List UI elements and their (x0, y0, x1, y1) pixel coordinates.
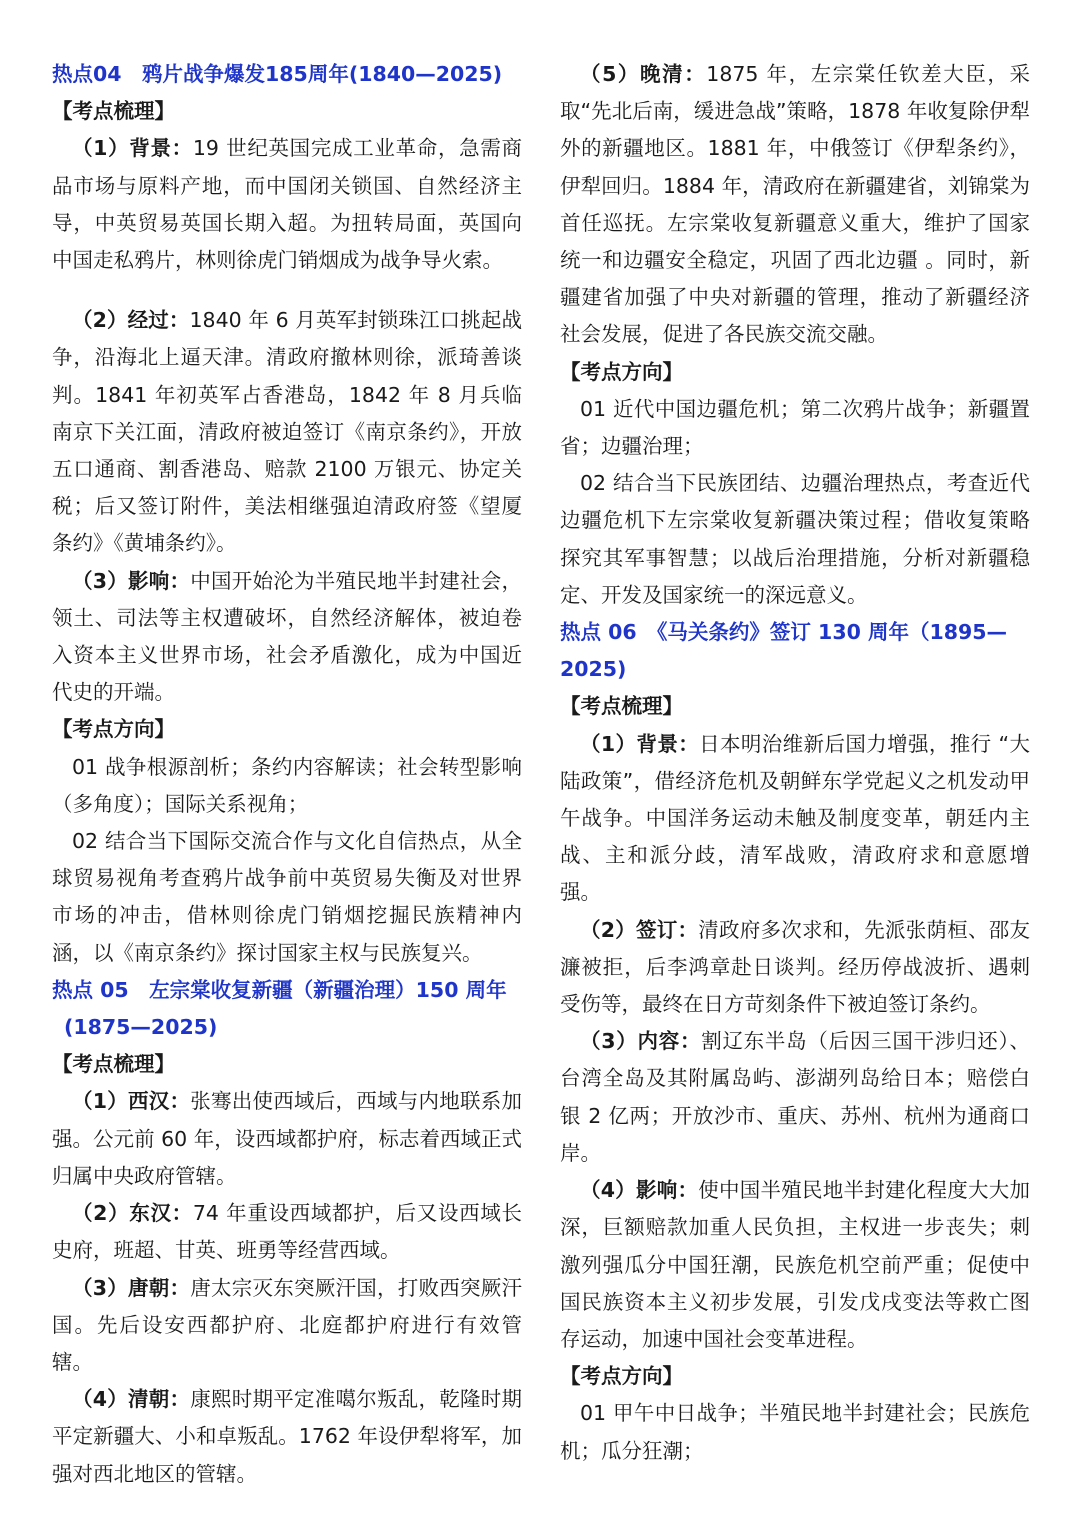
paragraph-background (52, 130, 522, 279)
paragraph-text: 张骞出使西域后，西域与内地联系加强。公元前 60 年，设西域都护府，标志着西域正式归属中央政府管辖。 (52, 1089, 523, 1188)
right-column (560, 56, 1030, 1528)
section-kaodian-shuli: 【考点梳理】 (52, 99, 175, 124)
direction-item: 02 结合当下民族团结、边疆治理热点，考查近代边疆危机下左宗棠收复新疆决策过程；借收复策略探究其军事智慧；以战后治理措施，分析对新疆稳定、开发及国家统一的深远意义。 (560, 471, 1030, 607)
direction-item: 01 甲午中日战争；半殖民地半封建社会；民族危机；瓜分狂潮； (560, 1401, 1030, 1463)
paragraph-label: （3）影响： (72, 568, 191, 593)
paragraph-label: （3）内容： (580, 1029, 702, 1054)
paragraph-label: （2）经过： (72, 308, 190, 333)
section-kaodian-shuli: 【考点梳理】 (52, 1052, 175, 1077)
paragraph-eastern-han (52, 1195, 522, 1269)
paragraph-text: 1875 年，左宗棠任钦差大臣，采取“先北后南，缓进急战”策略，1878 年收复除伊犁外的新疆地区。1881 年，中俄签订《伊犁条约》，伊犁回归。1884 年，清政府在新疆建省，刘锦棠为首任巡抚。左宗棠收复新疆意义重大，维护了国家统一和边疆安全稳定，巩固了西北边疆 。同时，新疆建省加强了中央对新疆的管理，推动了新疆经济社会发展，促进了各民族交流交融。 (560, 62, 1030, 347)
paragraph-content (560, 1023, 1030, 1172)
paragraph-text: 中国开始沦为半殖民地半封建社会，领土、司法等主权遭破坏，自然经济解体，被迫卷入资本主义世界市场，社会矛盾激化，成为中国近代史的开端。 (52, 568, 523, 705)
paragraph-impact (560, 1172, 1030, 1358)
hotspot-04-heading: 热点04 鸦片战争爆发185周年(1840—2025) (52, 62, 503, 86)
section-kaodian-fangxiang: 【考点方向】 (560, 359, 683, 384)
paragraph-text: 割辽东半岛（后因三国干涉归还）、台湾全岛及其附属岛屿、澎湖列岛给日本；赔偿白银 2 亿两；开放沙市、重庆、苏州、杭州为通商口岸。 (560, 1029, 1031, 1165)
paragraph-label: （2）签订： (580, 917, 699, 942)
spacer (52, 279, 522, 302)
left-column (52, 56, 522, 1528)
paragraph-label: （4）影响： (580, 1178, 699, 1203)
section-kaodian-fangxiang: 【考点方向】 (52, 717, 175, 742)
direction-item: 02 结合当下国际交流合作与文化自信热点，从全球贸易视角考查鸦片战争前中英贸易失衡及对世界市场的冲击，借林则徐虎门销烟挖掘民族精神内涵，以《南京条约》探讨国家主权与民族复兴。 (52, 829, 522, 965)
section-kaodian-fangxiang: 【考点方向】 (560, 1364, 683, 1389)
paragraph-western-han (52, 1083, 522, 1195)
paragraph-impact (52, 563, 522, 712)
paragraph-label: （1）背景： (72, 136, 193, 161)
paragraph-text: 19 世纪英国完成工业革命，急需商品市场与原料产地，而中国闭关锁国、自然经济主导，中英贸易英国长期入超。为扭转局面，英国向中国走私鸦片，林则徐虎门销烟成为战争导火索。 (52, 136, 522, 273)
hotspot-06-heading: 热点 06 《马关条约》签订 130 周年（1895—2025) (560, 620, 1008, 682)
paragraph-qing (52, 1381, 522, 1493)
paragraph-label: （1）背景： (580, 731, 700, 756)
paragraph-text: 1840 年 6 月英军封锁珠江口挑起战争，沿海北上逼天津。清政府撤林则徐，派琦善谈判。1841 年初英军占香港岛，1842 年 8 月兵临南京下关江面，清政府被迫签订《南京条约》，开放五口通商、割香港岛、赔款 2100 万银元、协定关税；后又签订附件，美法相继强迫清政府签《望厦条约》《黄埔条约》。 (52, 308, 523, 556)
direction-item: 01 战争根源剖析；条约内容解读；社会转型影响（多角度）；国际关系视角； (52, 754, 522, 816)
paragraph-text: 日本明治维新后国力增强，推行 “大陆政策”，借经济危机及朝鲜东学党起义之机发动甲午战争。中国洋务运动未触及制度变革，朝廷内主战、主和派分歧，清军战败，清政府求和意愿增强。 (560, 731, 1030, 905)
section-kaodian-shuli: 【考点梳理】 (560, 694, 683, 719)
paragraph-text: 清政府多次求和，先派张荫桓、邵友濂被拒，后李鸿章赴日谈判。经历停战波折、遇刺受伤等，最终在日方苛刻条件下被迫签订条约。 (560, 917, 1031, 1017)
paragraph-text: 使中国半殖民地半封建化程度大大加深，巨额赔款加重人民负担，主权进一步丧失；刺激列强瓜分中国狂潮，民族危机空前严重；促使中国民族资本主义初步发展，引发戊戌变法等救亡图存运动，加速中国社会变革进程。 (560, 1178, 1031, 1351)
paragraph-process (52, 302, 522, 562)
paragraph-tang (52, 1270, 522, 1382)
paragraph-text: 唐太宗灭东突厥汗国，打败西突厥汗国。先后设安西都护府、北庭都护府进行有效管辖。 (52, 1275, 523, 1374)
paragraph-text: 康熙时期平定准噶尔叛乱，乾隆时期平定新疆大、小和卓叛乱。1762 年设伊犁将军，加强对西北地区的管辖。 (52, 1387, 523, 1486)
paragraph-text: 74 年重设西域都护，后又设西域长史府，班超、甘英、班勇等经营西域。 (52, 1201, 522, 1263)
paragraph-late-qing (560, 56, 1030, 354)
hotspot-05-year-range: (1875—2025) (64, 1015, 218, 1040)
hotspot-05-heading: 热点 05 左宗棠收复新疆（新疆治理）150 周年 (52, 977, 507, 1002)
paragraph-label: （1）西汉： (72, 1089, 191, 1114)
paragraph-label: （4）清朝： (72, 1387, 191, 1412)
hotspot-05-years (52, 1009, 522, 1046)
paragraph-label: （2）东汉： (72, 1201, 193, 1226)
paragraph-background (560, 726, 1030, 912)
paragraph-label: （5）晚清： (580, 62, 707, 86)
direction-item: 01 近代中国边疆危机；第二次鸦片战争；新疆置省；边疆治理； (560, 396, 1030, 459)
paragraph-signing (560, 912, 1030, 1024)
paragraph-label: （3）唐朝： (72, 1275, 191, 1300)
